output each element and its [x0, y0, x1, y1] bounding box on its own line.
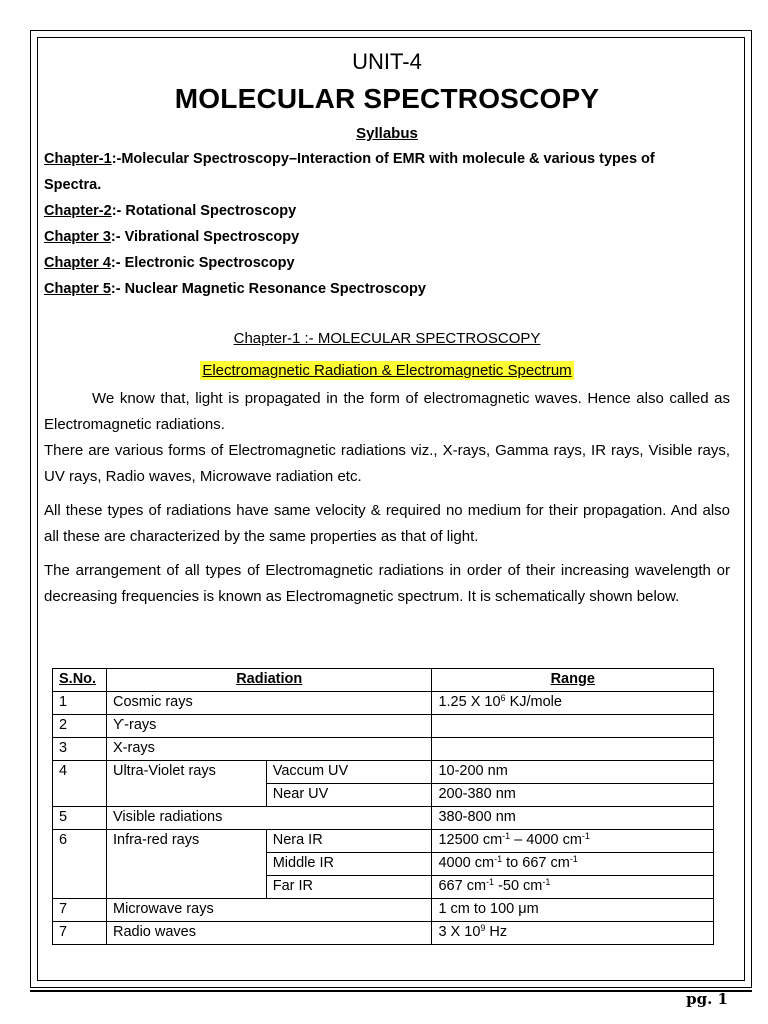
cell-radiation: Microwave rays: [106, 899, 431, 922]
table-row: [53, 830, 714, 853]
page-number: pg. 1: [686, 990, 728, 1008]
syllabus-item-2: Chapter-2:- Rotational Spectroscopy: [44, 203, 297, 219]
cell-range: 3 X $10^9$ Hz: [432, 922, 714, 945]
cell-sno: 2: [53, 715, 107, 738]
cell-range: 667 $cm^{-1}$ -50 $cm^{-1}$: [432, 876, 714, 899]
cell-radiation: Radio waves: [106, 922, 431, 945]
section-heading-wrap: [44, 360, 730, 382]
syllabus-item-4: Chapter 4:- Electronic Spectroscopy: [44, 255, 295, 271]
cell-range: 10-200 nm: [432, 761, 714, 784]
cell-sno: 7: [53, 899, 107, 922]
cell-sno: 6: [53, 830, 107, 899]
cell-radiation: Cosmic rays: [106, 692, 431, 715]
cell-subtype: Middle IR: [266, 853, 432, 876]
cell-sno: 4: [53, 761, 107, 807]
cell-subtype: Far IR: [266, 876, 432, 899]
syllabus-item-3: Chapter 3:- Vibrational Spectroscopy: [44, 229, 300, 245]
unit-heading: UNIT-4: [352, 49, 422, 74]
paragraph-3: All these types of radiations have same velocity & required no medium for their propagation. And also all these are characterized by the same properties as that of light.: [44, 502, 730, 545]
table-row: [53, 738, 714, 761]
cell-radiation: X-rays: [106, 738, 431, 761]
header-sno: S.No.: [53, 669, 107, 692]
syllabus-item-1: Chapter-1:-Molecular Spectroscopy–Interaction of EMR with molecule & various types of: [44, 151, 655, 167]
page-title: MOLECULAR SPECTROSCOPY: [174, 83, 600, 114]
cell-range: 1.25 X $10^6$ KJ/mole: [432, 692, 714, 715]
table-row: [53, 692, 714, 715]
cell-range: 200-380 nm: [432, 784, 714, 807]
cell-range: [432, 715, 714, 738]
cell-subtype: Near UV: [266, 784, 432, 807]
cell-radiation: Infra-red rays: [106, 830, 266, 899]
paragraph-4: The arrangement of all types of Electromagnetic radiations in order of their increasing wavelength or decreasing frequencies is known as Electromagnetic spectrum. It is schematically shown below.: [44, 562, 730, 605]
section-heading-highlight: Electromagnetic Radiation & Electromagnetic Spectrum: [202, 362, 572, 379]
cell-sno: 5: [53, 807, 107, 830]
cell-range: 1 cm to 100 μm: [432, 899, 714, 922]
syllabus-item-5: Chapter 5:- Nuclear Magnetic Resonance Spectroscopy: [44, 281, 426, 297]
cell-subtype: Vaccum UV: [266, 761, 432, 784]
cell-radiation: ϒ-rays: [106, 715, 431, 738]
cell-subtype: Nera IR: [266, 830, 432, 853]
header-radiation: Radiation: [106, 669, 431, 692]
cell-sno: 1: [53, 692, 107, 715]
paragraph-2: There are various forms of Electromagnetic radiations viz., X-rays, Gamma rays, IR rays, Visible rays, UV rays, Radio waves, Microwave radiation etc.: [44, 442, 730, 485]
cell-sno: 7: [53, 922, 107, 945]
table-row: [53, 899, 714, 922]
table-row: [53, 715, 714, 738]
spectrum-table: [52, 668, 714, 945]
cell-radiation: Ultra-Violet rays: [106, 761, 266, 807]
cell-radiation: Visible radiations: [106, 807, 431, 830]
table-row: [53, 807, 714, 830]
chapter-1-heading: Chapter-1 :- MOLECULAR SPECTROSCOPY: [233, 330, 541, 347]
cell-sno: 3: [53, 738, 107, 761]
cell-range: [432, 738, 714, 761]
footer-rule: [30, 990, 752, 992]
table-row: [53, 922, 714, 945]
syllabus-item-1-cont: Spectra.: [44, 177, 102, 193]
header-range: Range: [432, 669, 714, 692]
table-row: [53, 761, 714, 784]
table-header-row: [53, 669, 714, 692]
syllabus-heading: Syllabus: [356, 125, 418, 142]
cell-range: 380-800 nm: [432, 807, 714, 830]
cell-range: 4000 $cm^{-1}$ to 667 $cm^{-1}$: [432, 853, 714, 876]
paragraph-1: We know that, light is propagated in the form of electromagnetic waves. Hence also called as Electromagnetic radiations.: [44, 390, 730, 433]
cell-range: 12500 $cm^{-1} - 4000$ $cm^{-1}$: [432, 830, 714, 853]
document-body: [44, 44, 730, 610]
